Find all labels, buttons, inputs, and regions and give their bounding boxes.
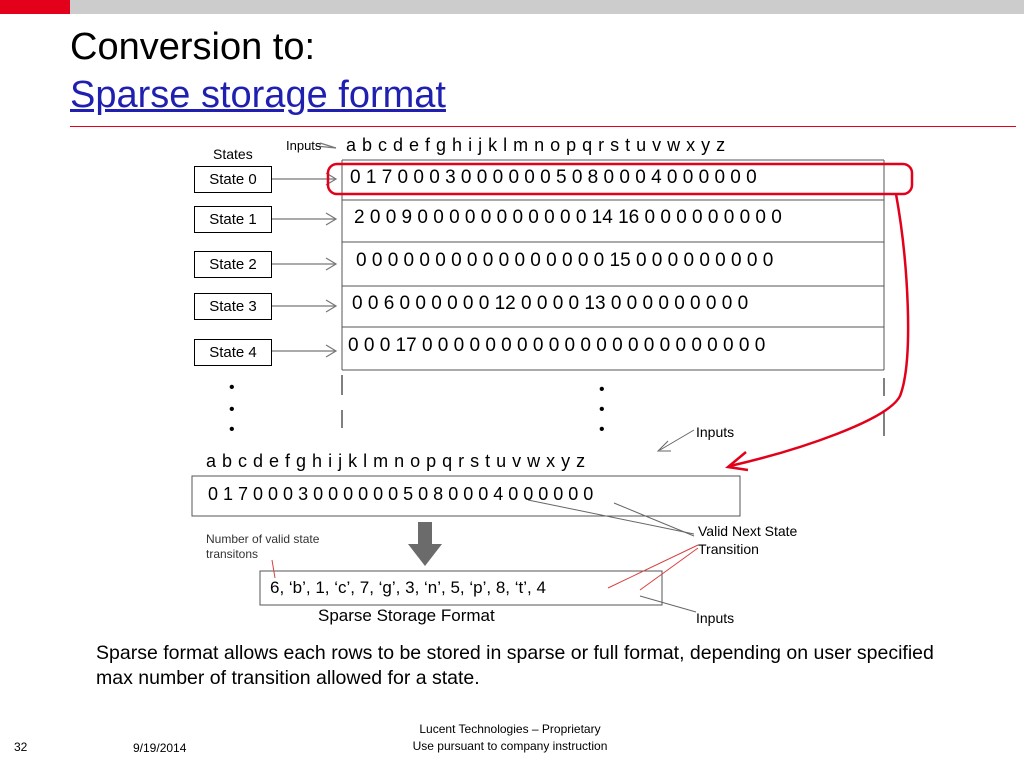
matrix-row-4: 0 0 0 17 0 0 0 0 0 0 0 0 0 0 0 0 0 0 0 0 0 0 0 0 0 0 [348, 335, 766, 356]
inputs-callout-label: Inputs [696, 424, 735, 440]
footer-line-1: Lucent Technologies – Proprietary [419, 722, 601, 736]
body-paragraph: Sparse format allows each rows to be stored in sparse or full format, depending on user specified max number of transition allowed for a state. [96, 642, 934, 689]
page-number: 32 [14, 740, 28, 754]
lower-inputs-letters: a b c d e f g h i j k l m n o p q r s t u v w x y z [206, 451, 586, 471]
ellipsis-dot: • [229, 421, 235, 438]
transition-label: Transition [698, 541, 759, 557]
ellipsis-dot: • [599, 421, 605, 438]
state-4-box: State 4 [194, 339, 272, 366]
inputs-callout-label-2: Inputs [696, 610, 735, 626]
inputs-letters: a b c d e f g h i j k l m n o p q r s t u v w x y z [346, 135, 726, 155]
state-2-box: State 2 [194, 251, 272, 278]
states-heading: States [213, 146, 253, 162]
ellipsis-dot: • [229, 401, 235, 418]
state-0-box: State 0 [194, 166, 272, 193]
matrix-row-2: 0 0 0 0 0 0 0 0 0 0 0 0 0 0 0 0 15 0 0 0 0 0 0 0 0 0 [356, 250, 774, 271]
sparse-values: 6, ‘b’, 1, ‘c’, 7, ‘g’, 3, ‘n’, 5, ‘p’, 8, ‘t’, 4 [270, 578, 546, 597]
slide-title-link[interactable]: Sparse storage format [70, 74, 446, 116]
matrix-row-0: 0 1 7 0 0 0 3 0 0 0 0 0 0 5 0 8 0 0 0 4 0 0 0 0 0 0 [350, 167, 757, 188]
inputs-heading: Inputs [286, 138, 322, 153]
footer-notice [330, 721, 690, 755]
valid-next-state-label: Valid Next State [698, 523, 798, 539]
state-1-box: State 1 [194, 206, 272, 233]
state-3-box: State 3 [194, 293, 272, 320]
sparse-caption: Sparse Storage Format [318, 606, 495, 625]
ellipsis-dot: • [229, 379, 235, 396]
number-valid-label: Number of valid state [206, 532, 320, 546]
transitions-label: transitons [206, 547, 259, 561]
ellipsis-dot: • [599, 381, 605, 398]
matrix-row-3: 0 0 6 0 0 0 0 0 0 12 0 0 0 0 13 0 0 0 0 0 0 0 0 0 [352, 293, 749, 314]
lower-row-values: 0 1 7 0 0 0 3 0 0 0 0 0 0 5 0 8 0 0 0 4 0 0 0 0 0 0 [208, 484, 594, 504]
footer-line-2: Use pursuant to company instruction [412, 739, 608, 753]
matrix-row-1: 2 0 0 9 0 0 0 0 0 0 0 0 0 0 0 14 16 0 0 0 0 0 0 0 0 0 [354, 207, 782, 228]
footer-date: 9/19/2014 [133, 741, 187, 755]
slide-title: Conversion to: [70, 26, 316, 68]
ellipsis-dot: • [599, 401, 605, 418]
